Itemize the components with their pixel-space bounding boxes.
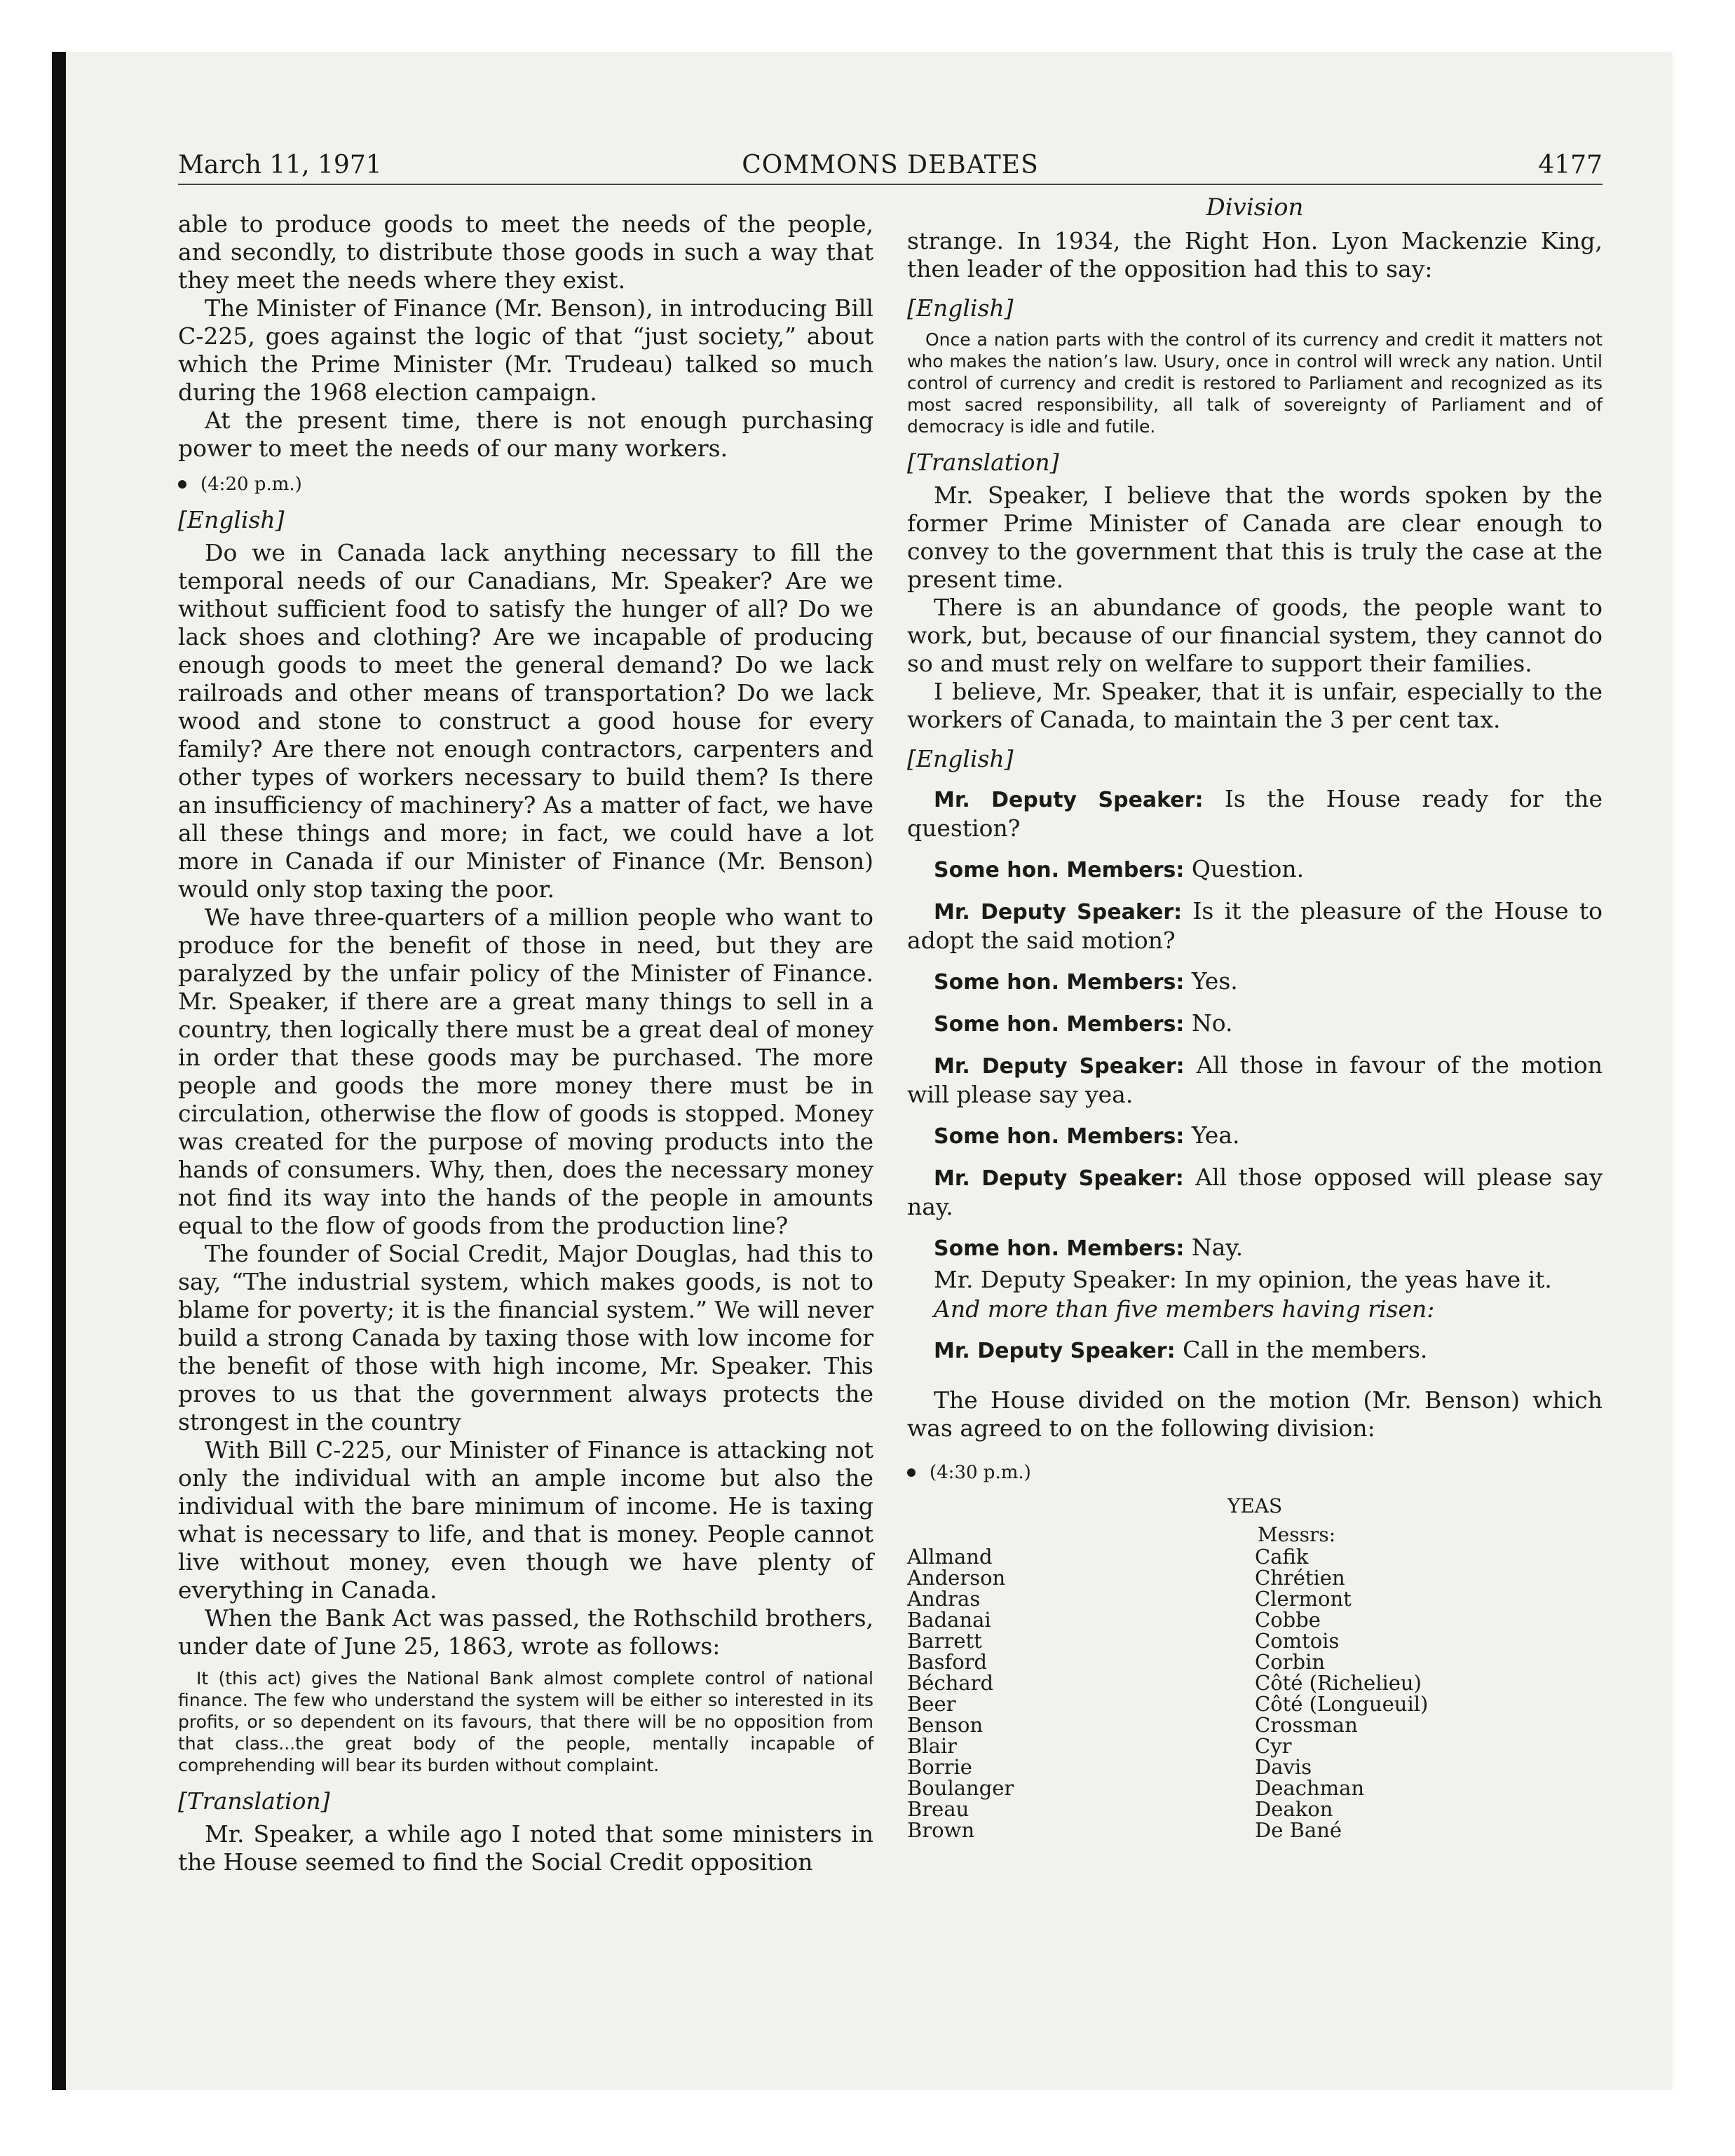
yeas-heading: YEAS (1227, 1494, 1283, 1517)
member-name: Benson (907, 1713, 984, 1737)
speech-text: In my opinion, the yeas have it. (1184, 1266, 1552, 1293)
paragraph: The House divided on the motion (Mr. Benson) which was agreed to on the following division: (907, 1386, 1603, 1442)
bullet-icon (178, 480, 186, 489)
member-name: Allmand (907, 1545, 993, 1569)
speech-text: All those in favour of the motion will please say yea. (907, 1051, 1603, 1108)
member-name: Andras (907, 1587, 981, 1611)
speaker-name: Mr. Deputy Speaker: (934, 1054, 1185, 1079)
member-name: Cafik (1255, 1545, 1309, 1569)
speech (907, 967, 1603, 997)
time-marker (178, 474, 873, 495)
header-page-number: 4177 (1538, 151, 1603, 179)
right-column (907, 185, 1603, 1841)
yeas-list (907, 1546, 1603, 1841)
paragraph: The Minister of Finance (Mr. Benson), in introducing Bill C-225, goes against the logic of that “just society,” about which the Prime Minister (Mr. Trudeau) talked so much during the 1968 election campaign. (178, 294, 873, 406)
speech-text: Call in the members. (1183, 1336, 1428, 1363)
stage-direction: And more than five members having risen: (934, 1295, 1435, 1323)
speaker-name: Some hon. Members: (934, 1012, 1185, 1037)
speaker-name: Mr. Deputy Speaker: (934, 900, 1183, 925)
member-name: Blair (907, 1734, 958, 1758)
member-name: Borrie (907, 1755, 972, 1779)
header-title: COMMONS DEBATES (742, 151, 1039, 179)
member-name: Comtois (1255, 1629, 1340, 1653)
messrs-label: Messrs: (1258, 1523, 1336, 1546)
speaker-name: Mr. Deputy Speaker: (934, 788, 1204, 812)
paragraph: With Bill C-225, our Minister of Finance is attacking not only the individual with an ample income but also the individual with the bare minimum of income. He is taxing what is necessary to life, and that is money. People cannot live without money, even though we have plenty of everything in Canada. (178, 1436, 873, 1604)
bullet-icon (907, 1468, 916, 1477)
speaker-name: Some hon. Members: (934, 1124, 1185, 1149)
member-name: Cyr (1255, 1734, 1292, 1758)
language-note: [Translation] (907, 449, 1059, 476)
speech (907, 1121, 1603, 1151)
member-name: Badanai (907, 1608, 991, 1632)
speech (907, 855, 1603, 885)
scan-left-edge (52, 52, 66, 2090)
member-name: Anderson (907, 1566, 1006, 1590)
time-label: (4:30 p.m.) (930, 1462, 1031, 1483)
member-name: Brown (907, 1818, 975, 1842)
language-note: [Translation] (178, 1787, 330, 1815)
paragraph: Mr. Speaker, a while ago I noted that some ministers in the House seemed to find the Social Credit opposition (178, 1820, 873, 1876)
speech (907, 1164, 1603, 1221)
member-name: Clermont (1255, 1587, 1352, 1611)
speech (907, 1266, 1603, 1294)
language-note: [English] (907, 745, 1014, 772)
speaker-name: Some hon. Members: (934, 970, 1185, 995)
speaker-name: Mr. Deputy Speaker: (934, 1166, 1184, 1191)
speech (907, 1234, 1603, 1263)
yeas-column-2 (1255, 1546, 1603, 1841)
speech (907, 897, 1603, 955)
member-name: Davis (1255, 1755, 1312, 1779)
speaker-name: Mr. Deputy Speaker: (934, 1266, 1178, 1293)
member-name: Beer (907, 1692, 956, 1716)
member-name: Deachman (1255, 1776, 1365, 1800)
paragraph: At the present time, there is not enough purchasing power to meet the needs of our many workers. (178, 407, 873, 462)
speech-text: Is it the pleasure of the House to adopt the said motion? (907, 897, 1603, 954)
speech (907, 785, 1603, 842)
paragraph: strange. In 1934, the Right Hon. Lyon Mackenzie King, then leader of the opposition had this to say: (907, 227, 1603, 282)
speech-text: Yea. (1191, 1121, 1240, 1149)
paragraph: We have three-quarters of a million people who want to produce for the benefit of those in need, but they are paralyzed by the unfair policy of the Minister of Finance. Mr. Speaker, if there are a great many things to sell in a country, then logically there must be a great deal of money in order that these goods may be purchased. The more people and goods the more money there must be in circulation, otherwise the flow of goods is stopped. Money was created for the purpose of moving products into the hands of consumers. Why, then, does the necessary money not find its way into the hands of the people in amounts equal to the flow of goods from the production line? (178, 903, 873, 1239)
speech-text: Yes. (1191, 967, 1238, 995)
member-name: Basford (907, 1650, 988, 1674)
speech-text: No. (1191, 1009, 1233, 1037)
member-name: Barrett (907, 1629, 982, 1653)
block-quote: It (this act) gives the National Bank almost complete control of national finance. The few who understand the system will be either so interested in its profits, or so dependent on its favours, that there will be no opposition from that class...the great body of the people, mentally incapable of comprehending will bear its burden without complaint. (178, 1668, 873, 1775)
member-name: Deakon (1255, 1797, 1333, 1821)
member-name: Béchard (907, 1671, 994, 1695)
left-column (178, 206, 873, 1876)
time-marker (907, 1462, 1603, 1483)
member-name: Crossman (1255, 1713, 1358, 1737)
member-name: Côté (Richelieu) (1255, 1671, 1422, 1695)
member-name: Chrétien (1255, 1566, 1345, 1590)
member-name: Breau (907, 1797, 969, 1821)
paragraph: I believe, Mr. Speaker, that it is unfair, especially to the workers of Canada, to maintain the 3 per cent tax. (907, 678, 1603, 733)
member-name: Corbin (1255, 1650, 1326, 1674)
speech-text: All those opposed will please say nay. (907, 1164, 1603, 1220)
paragraph: The founder of Social Credit, Major Douglas, had this to say, “The industrial system, which makes goods, is not to blame for poverty; it is the financial system.” We will never build a strong Canada by taxing those with low income for the benefit of those with high income, Mr. Speaker. This proves to us that the government always protects the strongest in the country (178, 1240, 873, 1435)
member-name: Côté (Longueuil) (1255, 1692, 1429, 1716)
speaker-name: Some hon. Members: (934, 858, 1185, 882)
speech (907, 1336, 1603, 1365)
member-name: De Bané (1255, 1818, 1342, 1842)
yeas-column-1 (907, 1546, 1255, 1841)
document-page (178, 146, 1603, 2038)
paragraph: There is an abundance of goods, the people want to work, but, because of our financial system, they cannot do so and must rely on welfare to support their families. (907, 594, 1603, 677)
speech-text: Question. (1191, 855, 1305, 882)
speech-text: Nay. (1191, 1234, 1244, 1261)
member-name: Boulanger (907, 1776, 1014, 1800)
paragraph: able to produce goods to meet the needs of the people, and secondly, to distribute those goods in such a way that they meet the needs where they exist. (178, 210, 873, 294)
block-quote: Once a nation parts with the control of its currency and credit it matters not who makes the nation’s law. Usury, once in control will wreck any nation. Until control of currency and credit is restored to Parliament and recognized as its most sacred responsibility, all talk of sovereignty of Parliament and of democracy is idle and futile. (907, 329, 1603, 437)
header-date: March 11, 1971 (178, 151, 382, 179)
speaker-name: Some hon. Members: (934, 1236, 1185, 1261)
member-name: Cobbe (1255, 1608, 1321, 1632)
speech (907, 1009, 1603, 1039)
language-note: [English] (907, 294, 1014, 322)
time-label: (4:20 p.m.) (200, 474, 302, 495)
language-note: [English] (178, 506, 285, 533)
speech-text: Is the House ready for the question? (907, 785, 1603, 842)
paragraph: Do we in Canada lack anything necessary to fill the temporal needs of our Canadians, Mr. Speaker? Are we without sufficient food to satisfy the hunger of all? Do we lack shoes and clothing? Are we incapable of producing enough goods to meet the general demand? Do we lack railroads and other means of transportation? Do we lack wood and stone to construct a good house for every family? Are there not enough contractors, carpenters and other types of workers necessary to build them? Is there an insufficiency of machinery? As a matter of fact, we have all these things and more; in fact, we could have a lot more in Canada if our Minister of Finance (Mr. Benson) would only stop taxing the poor. (178, 539, 873, 903)
speech (907, 1051, 1603, 1109)
paragraph: When the Bank Act was passed, the Rothschild brothers, under date of June 25, 1863, wrote as follows: (178, 1604, 873, 1660)
speaker-name: Mr. Deputy Speaker: (934, 1339, 1176, 1363)
section-title: Division (1206, 193, 1304, 221)
page-header (178, 146, 1603, 185)
paragraph: Mr. Speaker, I believe that the words spoken by the former Prime Minister of Canada are clear enough to convey to the government that this is truly the case at the present time. (907, 482, 1603, 593)
